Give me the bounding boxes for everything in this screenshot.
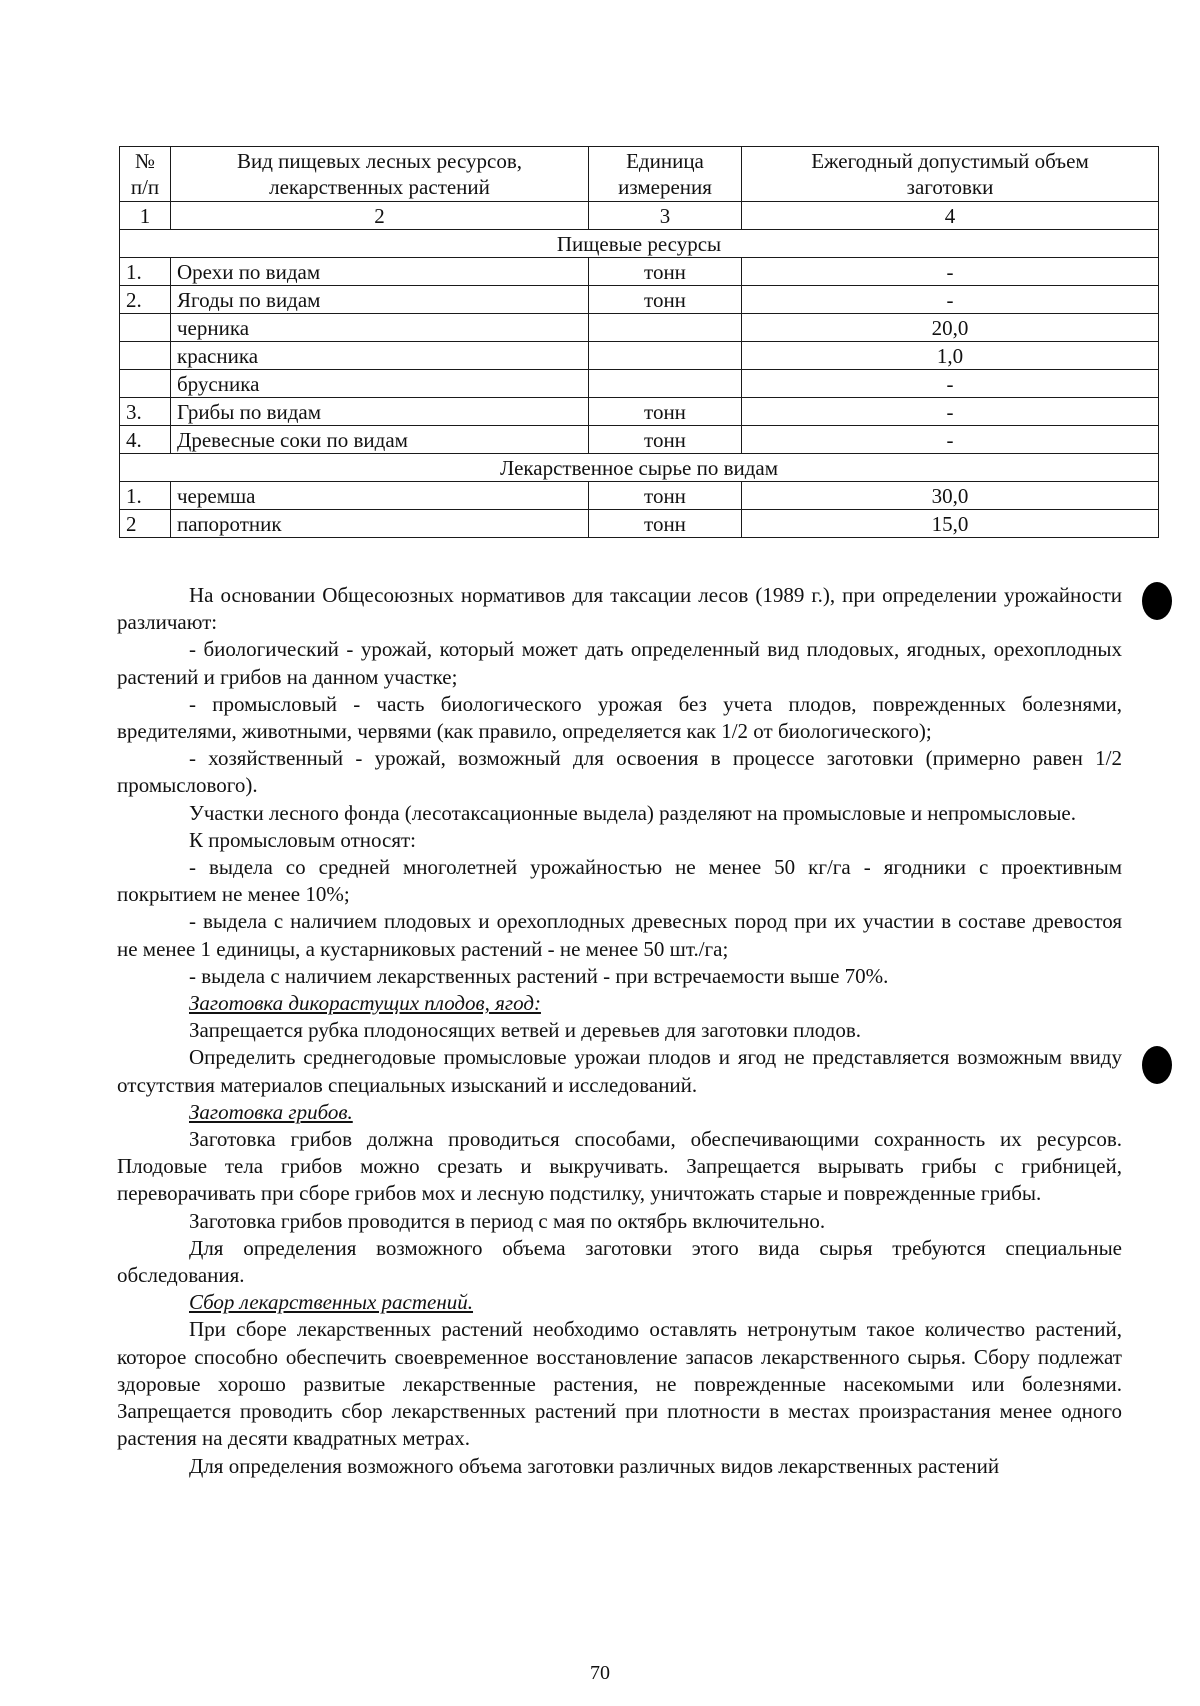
section-row-medicinal xyxy=(120,454,1159,482)
table-row xyxy=(120,342,1159,370)
paragraph: Для определения возможного объема заготовки различных видов лекарственных растений xyxy=(189,1453,1000,1478)
paragraph: Участки лесного фонда (лесотаксационные выдела) разделяют на промысловые и непромысловые. xyxy=(189,800,1077,825)
paragraph: Запрещается рубка плодоносящих ветвей и деревьев для заготовки плодов. xyxy=(189,1018,862,1043)
table-row xyxy=(120,370,1159,398)
unit-value: тонн xyxy=(589,398,742,426)
header-cell-resource-type: Вид пищевых лесных ресурсов, лекарственных растений xyxy=(171,147,589,202)
table-row xyxy=(120,482,1159,510)
column-number: 4 xyxy=(742,202,1159,230)
resource-name: черемша xyxy=(171,482,589,510)
volume-value: - xyxy=(742,286,1159,314)
section-title: Пищевые ресурсы xyxy=(120,230,1159,258)
paragraph: При сборе лекарственных растений необходимо оставлять нетронутым такое количество растений, которое способно обеспечить своевременное восстановление запасов лекарственного сырья. Сбору подлежат здоровые хорошо развитые лекарственные растения, не поврежденные насекомыми или болезнями. Запрещается проводить сбор лекарственных растений при плотности в местах произрастания менее одного растения на десяти квадратных метрах. xyxy=(117,1317,1122,1451)
unit-value xyxy=(589,342,742,370)
page-number: 70 xyxy=(590,1662,610,1684)
table-row xyxy=(120,426,1159,454)
table-header-row xyxy=(120,147,1159,202)
section-title: Лекарственное сырье по видам xyxy=(120,454,1159,482)
unit-value xyxy=(589,314,742,342)
resource-name: брусника xyxy=(171,370,589,398)
table-row xyxy=(120,314,1159,342)
column-number: 1 xyxy=(120,202,171,230)
resources-table xyxy=(119,146,1159,538)
unit-value xyxy=(589,370,742,398)
row-number: 1. xyxy=(120,482,171,510)
volume-value: - xyxy=(742,426,1159,454)
resource-name: красника xyxy=(171,342,589,370)
paragraph: - выдела с наличием лекарственных растений - при встречаемости выше 70%. xyxy=(189,963,889,988)
body-text xyxy=(117,582,1122,1480)
resource-name: черника xyxy=(171,314,589,342)
header-cell-unit: Единица измерения xyxy=(589,147,742,202)
header-cell-number: № п/п xyxy=(120,147,171,202)
header-cell-annual-volume: Ежегодный допустимый объем заготовки xyxy=(742,147,1159,202)
paragraph: Заготовка грибов должна проводиться способами, обеспечивающими сохранность их ресурсов. Плодовые тела грибов можно срезать и выкручивать. Запрещается вырывать грибы с грибницей, переворачивать при сборе грибов мох и лесную подстилку, уничтожать старые и поврежденные грибы. xyxy=(117,1127,1122,1206)
punch-hole-mark xyxy=(1142,582,1172,620)
unit-value: тонн xyxy=(589,510,742,538)
paragraph: - выдела с наличием плодовых и орехоплодных древесных пород при их участии в составе древостоя не менее 1 единицы, а кустарниковых растений - не менее 50 шт./га; xyxy=(117,909,1122,961)
column-number: 2 xyxy=(171,202,589,230)
row-number: 2. xyxy=(120,286,171,314)
unit-value: тонн xyxy=(589,482,742,510)
subheading: Заготовка грибов. xyxy=(189,1099,353,1124)
resource-name: Ягоды по видам xyxy=(171,286,589,314)
paragraph: Заготовка грибов проводится в период с мая по октябрь включительно. xyxy=(189,1208,826,1233)
paragraph: Для определения возможного объема заготовки этого вида сырья требуются специальные обследования. xyxy=(117,1235,1122,1288)
table-row xyxy=(120,286,1159,314)
row-number xyxy=(120,370,171,398)
volume-value: - xyxy=(742,258,1159,286)
unit-value: тонн xyxy=(589,426,742,454)
paragraph: На основании Общесоюзных нормативов для таксации лесов (1989 г.), при определении урожайности различают: xyxy=(117,583,1122,635)
paragraph: - выдела со средней многолетней урожайностью не менее 50 кг/га - ягодники с проективным покрытием не менее 10%; xyxy=(117,855,1122,907)
paragraph: - хозяйственный - урожай, возможный для освоения в процессе заготовки (примерно равен 1/2 промыслового). xyxy=(117,746,1122,798)
column-numbers-row xyxy=(120,202,1159,230)
row-number: 2 xyxy=(120,510,171,538)
resource-name: Древесные соки по видам xyxy=(171,426,589,454)
row-number: 3. xyxy=(120,398,171,426)
table-row xyxy=(120,510,1159,538)
resource-name: папоротник xyxy=(171,510,589,538)
punch-hole-mark xyxy=(1142,1046,1172,1084)
resource-name: Орехи по видам xyxy=(171,258,589,286)
paragraph: К промысловым относят: xyxy=(189,827,417,852)
volume-value: 20,0 xyxy=(742,314,1159,342)
paragraph: - биологический - урожай, который может дать определенный вид плодовых, ягодных, орехоплодных растений и грибов на данном участке; xyxy=(117,637,1122,689)
unit-value: тонн xyxy=(589,286,742,314)
unit-value: тонн xyxy=(589,258,742,286)
volume-value: 15,0 xyxy=(742,510,1159,538)
table-row xyxy=(120,258,1159,286)
food-rows xyxy=(120,258,1159,454)
subheading: Заготовка дикорастущих плодов, ягод: xyxy=(189,991,541,1016)
row-number xyxy=(120,314,171,342)
subheading: Сбор лекарственных растений. xyxy=(189,1290,474,1315)
section-row-food xyxy=(120,230,1159,258)
volume-value: - xyxy=(742,370,1159,398)
row-number: 1. xyxy=(120,258,171,286)
column-number: 3 xyxy=(589,202,742,230)
paragraph: - промысловый - часть биологического урожая без учета плодов, поврежденных болезнями, вредителями, животными, червями (как правило, определяется как 1/2 от биологического); xyxy=(117,691,1122,744)
table-row xyxy=(120,398,1159,426)
medicinal-rows xyxy=(120,482,1159,538)
resource-name: Грибы по видам xyxy=(171,398,589,426)
row-number: 4. xyxy=(120,426,171,454)
row-number xyxy=(120,342,171,370)
volume-value: 30,0 xyxy=(742,482,1159,510)
volume-value: 1,0 xyxy=(742,342,1159,370)
paragraph: Определить среднегодовые промысловые урожаи плодов и ягод не представляется возможным ввиду отсутствия материалов специальных изысканий и исследований. xyxy=(117,1045,1122,1097)
volume-value: - xyxy=(742,398,1159,426)
